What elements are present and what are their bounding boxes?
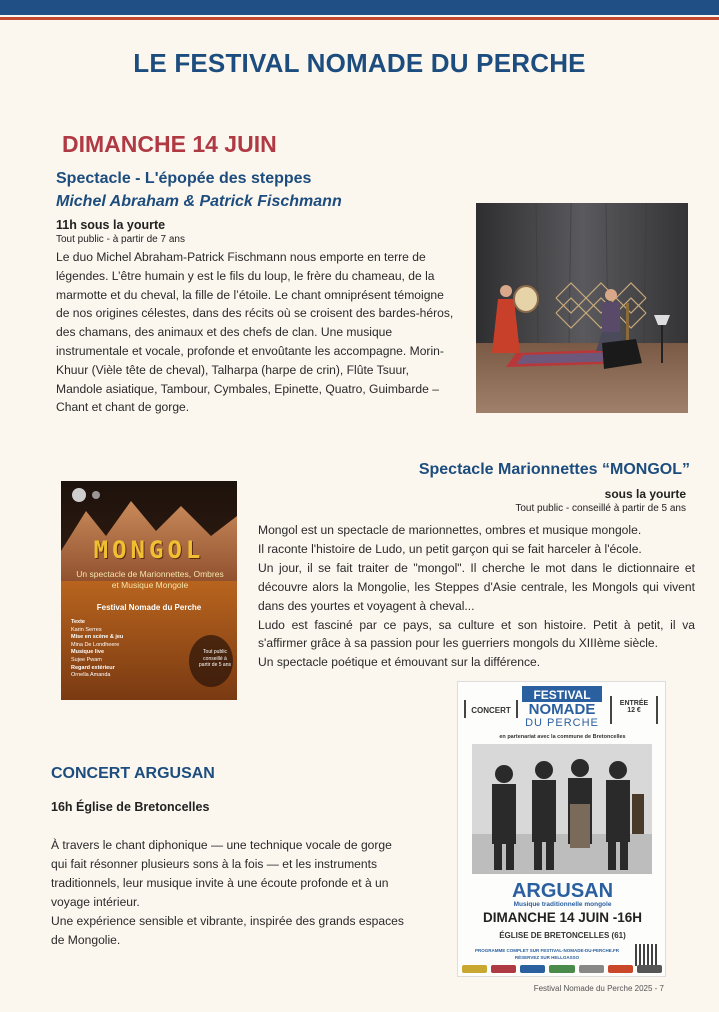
sponsor-logos [462, 965, 662, 973]
credit-label: Regard extérieur [71, 664, 115, 671]
mongol-poster-subtitle: Un spectacle de Marionnettes, Ombres et Musique Mongole [76, 569, 224, 590]
credit-label: Mise en scène & jeu [71, 634, 124, 641]
credit-name: Karin Serres [71, 626, 102, 633]
credit-label: Musique live [71, 649, 105, 656]
sponsor-logo-icon [637, 965, 662, 973]
stage-photo-illustration [476, 203, 688, 413]
show1-time: 11h sous la yourte [56, 218, 166, 232]
poster-nomade: NOMADE [528, 701, 596, 718]
argusan-poster [457, 681, 666, 977]
sponsor-logo-icon [462, 965, 487, 973]
concert-paragraph: À travers le chant diphonique — une technique vocale de gorge qui fait résonner plusieurs sons à la fois — et les instruments traditionnels, leur musique invite à une écoute profonde et à un voyage intérieur. [51, 838, 392, 909]
poster-date: DIMANCHE 14 JUIN -16H [482, 910, 643, 925]
show1-description: Le duo Michel Abraham-Patrick Fischmann nous emporte en terre de légendes. L’être humain y est le fils du loup, le frère du chameau, de la marmotte et du cheval, la fille de l’étoile. Le chant omniprésent témoigne de nos origines célestes, dans des récits où se croisent des bardes-héros, des chamans, des animaux et des chefs de clan. Une musique instrumentale et vocale, profonde et envoûtante les accompagne. Morin-Khuur (Vièle tête de cheval), Talharpa (harpe de crin), Flûte Tsuur, Mandole asiatique, Tambour, Cymbales, Epinette, Quatro, Guimbarde – Chant et chant de gorge. [56, 250, 454, 415]
poster-festival-banner [522, 686, 602, 702]
poster-entry-label: ENTRÉE [619, 700, 649, 707]
sponsor-logo-icon [608, 965, 633, 973]
poster-band-name: ARGUSAN [511, 880, 614, 902]
sponsor-logo-icon [549, 965, 574, 973]
page-footer: Festival Nomade du Perche 2025 - 7 [533, 984, 664, 993]
concert-title: CONCERT ARGUSAN [51, 765, 215, 782]
sponsor-logo-icon [520, 965, 545, 973]
poster-du-perche: DU PERCHE [525, 717, 599, 729]
show2-paragraph: Ludo est fasciné par ce pays, sa culture et son histoire. Petit à petit, il va s'affirmer grâce à sa passion pour les guerriers mongols du XIIIème siècle. [258, 617, 695, 651]
performers-stage-photo [476, 203, 688, 413]
poster-entry-box [610, 696, 658, 724]
show2-paragraph: Un jour, il se fait traiter de "mongol". Il cherche le mot dans le dictionnaire et découvre alors la Mongolie, les Steppes d'Asie centrale, les Mongols qui vivent dans des yourtes et voyagent à cheval... [258, 560, 695, 613]
credit-name: Ornella Amanda [71, 672, 111, 679]
show2-paragraph: Mongol est un spectacle de marionnettes, ombres et musique mongole. [258, 523, 642, 537]
show2-paragraph: Il raconte l'histoire de Ludo, un petit garçon qui se fait harceler à l'école. [258, 541, 642, 556]
page-title: LE FESTIVAL NOMADE DU PERCHE [133, 48, 586, 78]
mongol-poster-public: Tout public conseillé à partir de 5 ans [199, 649, 231, 668]
day-heading: DIMANCHE 14 JUIN [62, 131, 277, 157]
mongol-poster-credits [71, 619, 161, 680]
show2-description [258, 521, 695, 672]
sponsor-logo-icon [579, 965, 604, 973]
show2-title: Spectacle Marionnettes “MONGOL” [418, 461, 690, 478]
mongol-poster-title: MONGOL [93, 536, 205, 564]
poster-genre: Musique traditionnelle mongole [513, 901, 612, 908]
top-navy-bar [0, 0, 719, 15]
poster-venue: ÉGLISE DE BRETONCELLES (61) [499, 931, 626, 940]
poster-program: PROGRAMME COMPLET SUR FESTIVAL-NOMADE-DU-PERCHE.FR [475, 948, 619, 953]
show1-public: Tout public - à partir de 7 ans [56, 234, 185, 245]
show2-paragraph: Un spectacle poétique et émouvant sur la différence. [258, 655, 541, 670]
show2-location: sous la yourte [604, 487, 686, 501]
credit-label: Texte [71, 619, 85, 625]
poster-concert-label: CONCERT [471, 706, 511, 715]
concert-paragraph: Une expérience sensible et vibrante, inspirée des grands espaces de Mongolie. [51, 913, 404, 947]
poster-concert-box [464, 700, 518, 718]
poster-partnership: en partenariat avec la commune de Bretoncelles [499, 734, 626, 740]
credit-name: Sujee Pwam [71, 656, 102, 663]
concert-description [51, 836, 411, 949]
band-photo [472, 744, 652, 874]
mongol-poster-festival: Festival Nomade du Perche [96, 603, 202, 612]
show1-artists: Michel Abraham & Patrick Fischmann [56, 193, 342, 210]
top-red-bar [0, 17, 719, 20]
concert-time: 16h Église de Bretoncelles [51, 800, 210, 814]
show2-public: Tout public - conseillé à partir de 5 ans [515, 503, 686, 514]
poster-entry-price: 12 € [627, 707, 641, 714]
poster-festival-word: FESTIVAL [533, 688, 591, 702]
mongol-poster [61, 481, 237, 700]
qr-code-icon [635, 944, 657, 966]
sponsor-logo-icon [491, 965, 516, 973]
show1-title: Spectacle - L'épopée des steppes [56, 170, 312, 187]
credit-name: Mina De Londheere [71, 641, 120, 648]
poster-booking: RÉSERVEZ SUR HELLOASSO [514, 955, 580, 960]
